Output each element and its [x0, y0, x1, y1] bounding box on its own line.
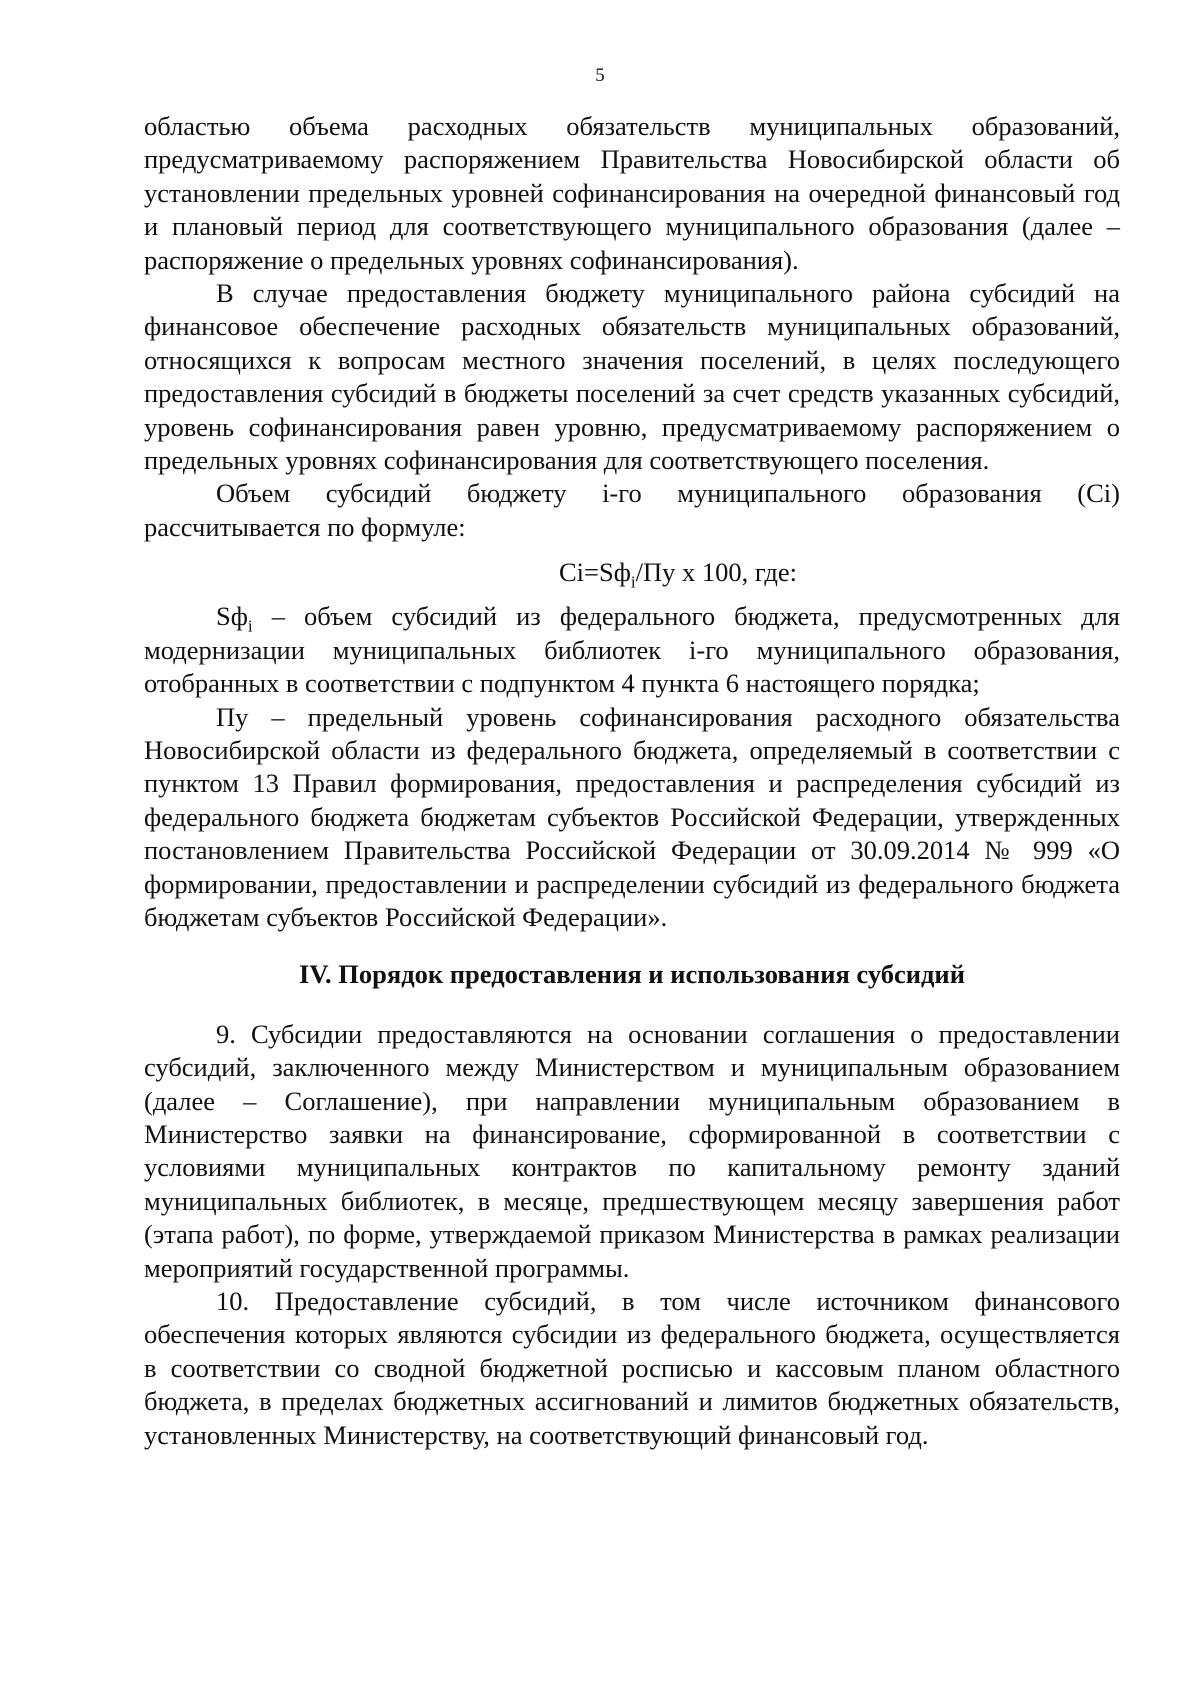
formula-suffix: /Пу х 100, где:: [635, 557, 798, 588]
definition-sf: [144, 600, 1120, 700]
formula-subscript: i: [630, 572, 636, 592]
paragraph-item-10: 10. Предоставление субсидий, в том числе источником финансового обеспечения которых являются субсидии из федерального бюджета, осуществляется в соответствии со сводной бюджетной росписью и кассовым планом областного бюджета, в пределах бюджетных ассигнований и лимитов бюджетных обязательств, установленных Министерству, на соответствующий финансовый год.: [144, 1286, 1120, 1450]
subsidy-formula: [144, 554, 1120, 590]
formula-prefix: Ci=Sф: [558, 557, 631, 588]
paragraph-subsidy-volume: Объем субсидий бюджету i-го муниципального образования (Ci) рассчитывается по формуле:: [144, 478, 1120, 542]
paragraph-item-9: 9. Субсидии предоставляются на основании соглашения о предоставлении субсидий, заключенного между Министерством и муниципальным образованием (далее – Соглашение), при направлении муниципальным образованием в Министерство заявки на финансирование, сформированной в соответствии с условиями муниципальных контрактов по капитальному ремонту зданий муниципальных библиотек, в месяце, предшествующем месяцу завершения работ (этапа работ), по форме, утверждаемой приказом Министерства в рамках реализации мероприятий государственной программы.: [144, 1018, 1120, 1283]
page-number: 5: [595, 65, 605, 86]
definition-sf-text: – объем субсидий из федерального бюджета, предусмотренных для модернизации муниципальных библиотек i-го муниципального образования, отобранных в соответствии с подпунктом 4 пункта 6 настоящего порядка;: [144, 601, 1120, 699]
paragraph-continuation: областью объема расходных обязательств муниципальных образований, предусматриваемому распоряжением Правительства Новосибирской области об установлении предельных уровней софинансирования на очередной финансовый год и плановый период для соответствующего муниципального образования (далее – распоряжение о предельных уровнях софинансирования).: [144, 111, 1120, 275]
paragraph-municipal-district: В случае предоставления бюджету муниципального района субсидий на финансовое обеспечение расходных обязательств муниципальных образований, относящихся к вопросам местного значения поселений, в целях последующего предоставления субсидий в бюджеты поселений за счет средств указанных субсидий, уровень софинансирования равен уровню, предусматриваемому распоряжением о предельных уровнях софинансирования для соответствующего поселения.: [144, 278, 1120, 476]
definition-sf-symbol: Sф: [216, 601, 248, 632]
definition-sf-subscript: i: [247, 616, 253, 636]
section-heading: IV. Порядок предоставления и использования субсидий: [299, 959, 965, 990]
document-body: [144, 110, 1120, 1452]
definition-pu: Пу – предельный уровень софинансирования расходного обязательства Новосибирской области из федерального бюджета, определяемый в соответствии с пунктом 13 Правил формирования, предоставления и распределения субсидий из федерального бюджета бюджетам субъектов Российской Федерации, утвержденных постановлением Правительства Российской Федерации от 30.09.2014 № 999 «О формировании, предоставлении и распределении субсидий из федерального бюджета бюджетам субъектов Российской Федерации».: [144, 701, 1120, 932]
